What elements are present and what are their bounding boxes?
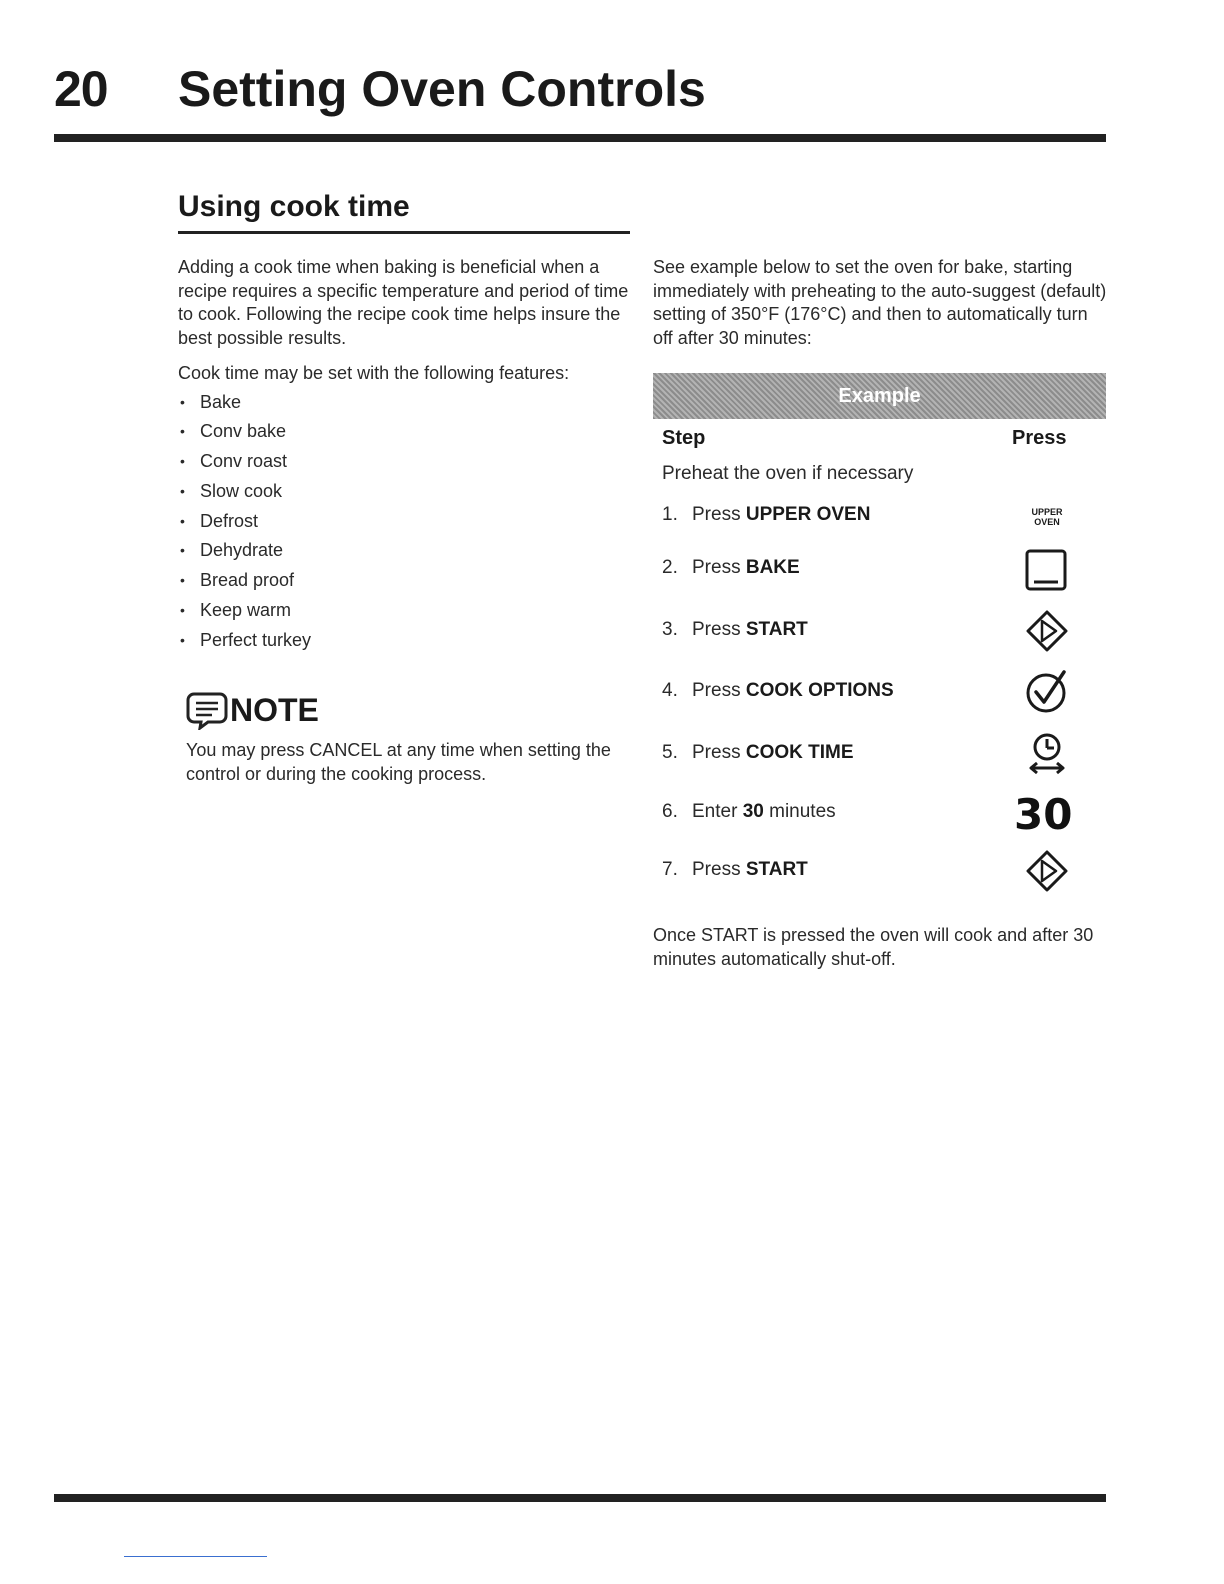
list-item: • Slow cook <box>178 477 638 507</box>
page-title: Setting Oven Controls <box>178 61 706 117</box>
step-key: START <box>745 619 808 640</box>
note-heading: NOTE <box>230 691 319 728</box>
list-item: • Defrost <box>178 507 638 537</box>
step-row <box>662 557 800 579</box>
step-number: 4. <box>662 680 678 701</box>
list-item: • Bake <box>178 388 638 418</box>
step-key: BAKE <box>745 557 800 578</box>
section-rule <box>178 231 630 234</box>
step-key: 30 <box>742 801 764 822</box>
step-verb: Press <box>692 504 741 525</box>
column-header-step: Step <box>662 427 706 449</box>
start-icon <box>1025 849 1069 893</box>
list-item: • Dehydrate <box>178 536 638 566</box>
step-key: COOK TIME <box>745 742 854 763</box>
step-row <box>662 801 836 823</box>
step-verb: Press <box>692 557 741 578</box>
list-item: • Conv roast <box>178 447 638 477</box>
upper-oven-label-line1: UPPER <box>1031 507 1063 517</box>
example-intro: See example below to set the oven for bake, starting immediately with preheating to the auto-suggest (default) setting of 350°F (176°C) and then to automatically turn off after 30 minutes: <box>653 257 1107 348</box>
note-text: You may press CANCEL at any time when setting the control or during the cooking process. <box>186 740 611 784</box>
list-item: • Conv bake <box>178 417 638 447</box>
header-rule <box>54 134 1106 142</box>
step-key: START <box>745 859 808 880</box>
step-number: 6. <box>662 801 678 822</box>
list-item: • Keep warm <box>178 596 638 626</box>
list-item: • Perfect turkey <box>178 626 638 656</box>
cook-time-icon <box>1027 731 1067 775</box>
preheat-note: Preheat the oven if necessary <box>662 463 914 484</box>
example-outro: Once START is pressed the oven will cook and after 30 minutes automatically shut-off. <box>653 925 1094 969</box>
column-header-press: Press <box>1012 427 1067 449</box>
footer-link-line <box>124 1556 267 1557</box>
upper-oven-button-icon <box>1024 507 1070 527</box>
step-verb: Press <box>692 859 741 880</box>
note-icon <box>186 690 228 730</box>
step-number: 3. <box>662 619 678 640</box>
step-verb: Press <box>692 619 741 640</box>
step-key: COOK OPTIONS <box>745 680 894 701</box>
start-icon <box>1025 609 1069 653</box>
number-30-icon: 30 <box>1014 790 1073 839</box>
page-number: 20 <box>54 61 108 117</box>
features-list <box>178 388 638 656</box>
bake-icon <box>1025 549 1067 591</box>
note-box <box>186 690 636 786</box>
step-row <box>662 680 894 702</box>
step-key: UPPER OVEN <box>745 504 871 525</box>
note-header <box>186 690 636 730</box>
step-row <box>662 504 870 526</box>
list-item: • Bread proof <box>178 566 638 596</box>
step-verb: Press <box>692 680 741 701</box>
step-row <box>662 859 808 881</box>
right-column <box>653 256 1108 350</box>
step-number: 5. <box>662 742 678 763</box>
step-number: 1. <box>662 504 678 525</box>
footer-rule <box>54 1494 1106 1502</box>
step-number: 2. <box>662 557 678 578</box>
example-banner <box>653 373 1106 419</box>
cook-options-icon <box>1024 668 1070 714</box>
example-title: Example <box>838 384 921 407</box>
step-number: 7. <box>662 859 678 880</box>
left-column <box>178 256 638 656</box>
section-heading: Using cook time <box>178 190 410 223</box>
upper-oven-label-line2: OVEN <box>1034 517 1060 527</box>
step-row <box>662 619 808 641</box>
step-verb: Enter <box>692 801 738 822</box>
intro-paragraph: Adding a cook time when baking is beneficial when a recipe requires a specific temperature and period of time to cook. Following the recipe cook time helps insure the best possible results. <box>178 257 629 348</box>
step-verb: Press <box>692 742 741 763</box>
features-lead: Cook time may be set with the following features: <box>178 363 570 383</box>
step-suffix: minutes <box>763 801 836 822</box>
step-row <box>662 742 854 764</box>
